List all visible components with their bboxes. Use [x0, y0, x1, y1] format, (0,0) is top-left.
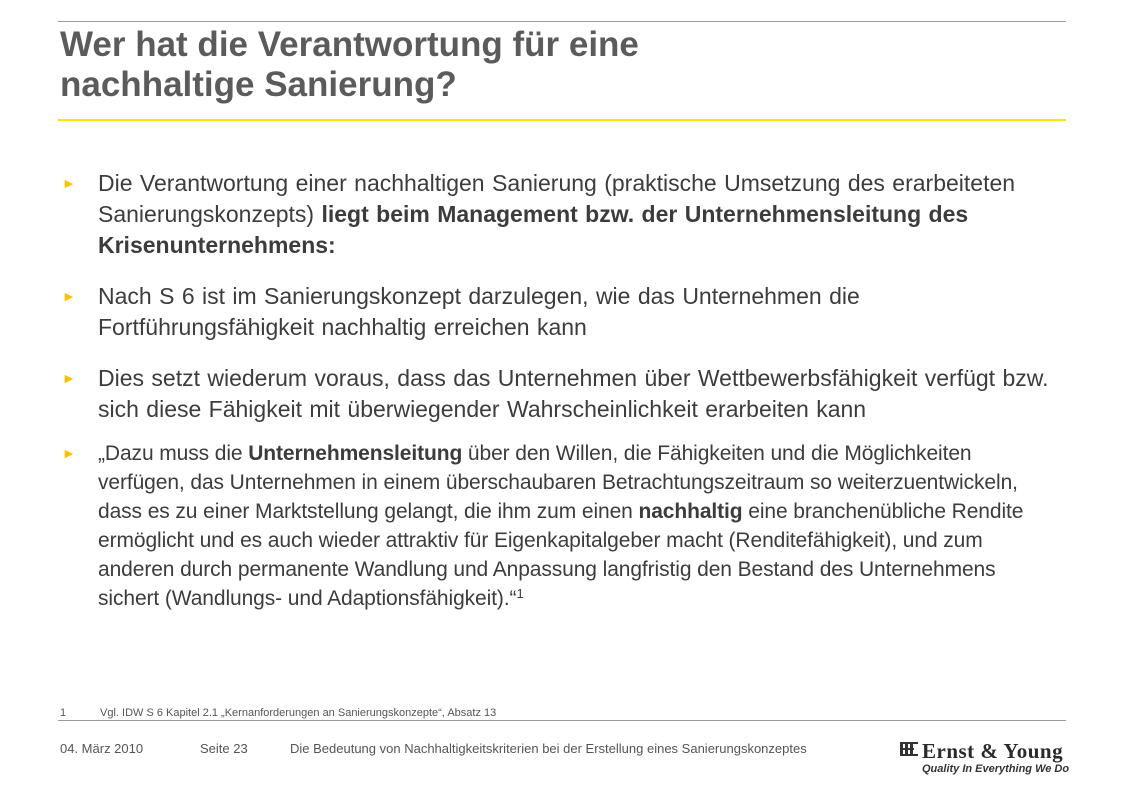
footnote-reference: 1	[516, 586, 524, 601]
footer-presentation-title: Die Bedeutung von Nachhaltigkeitskriterien bei der Erstellung eines Sanierungskonzeptes	[290, 741, 807, 756]
bullet-item	[62, 363, 1062, 425]
footer-divider	[58, 720, 1066, 721]
bullet-list	[62, 168, 1062, 613]
logo-wordmark: Ernst & Young	[922, 739, 1064, 763]
page-title	[60, 25, 1060, 105]
title-line-1: Wer hat die Verantwortung für eine	[60, 25, 639, 64]
logo-tagline: Quality In Everything We Do	[922, 763, 1070, 775]
title-underline	[58, 119, 1066, 121]
quote-bold: nachhaltig	[638, 500, 743, 523]
quote-part: eine branchenübliche Rendite ermöglicht und es auch wieder attraktiv für Eigenkapitalgeber macht (Renditefähigkeit), und zum anderen durch permanente Wandlung und Anpassung langfristig den Bestand des Unternehmens sichert (Wandlungs- und Adaptionsfähigkeit).“	[98, 500, 1024, 610]
footer-page-number: Seite 23	[200, 741, 248, 756]
bullet-text: Dies setzt wiederum voraus, dass das Unternehmen über Wettbewerbsfähigkeit verfügt bzw. sich diese Fähigkeit mit überwiegender Wahrscheinlichkeit erarbeiten kann	[98, 365, 1049, 422]
quote-text	[98, 439, 1062, 613]
ey-logo-bars-icon	[900, 740, 920, 764]
ernst-young-logo	[900, 736, 1070, 780]
bullet-text-regular: Die Verantwortung einer nachhaltigen Sanierung (praktische Umsetzung des erarbeiteten Sanierungskonzepts)	[98, 170, 1016, 227]
top-divider	[58, 21, 1066, 22]
bullet-item	[62, 281, 1062, 343]
ey-bars-svg	[900, 740, 920, 758]
bullet-text-bold: liegt beim Management bzw. der Unternehmensleitung des Krisenunternehmens:	[98, 201, 969, 258]
quote-bold: Unternehmensleitung	[248, 442, 463, 465]
triangle-bullet-icon: ►	[62, 288, 76, 304]
footnote-text: Vgl. IDW S 6 Kapitel 2.1 „Kernanforderungen an Sanierungskonzepte“, Absatz 13	[100, 707, 497, 719]
bullet-text: Nach S 6 ist im Sanierungskonzept darzulegen, wie das Unternehmen die Fortführungsfähigkeit nachhaltig erreichen kann	[98, 283, 860, 340]
triangle-bullet-icon: ►	[62, 445, 76, 461]
footnote-number: 1	[60, 707, 67, 719]
triangle-bullet-icon: ►	[62, 370, 76, 386]
bullet-item	[62, 168, 1062, 261]
bullet-text	[98, 168, 1062, 261]
bullet-item-quote	[62, 439, 1062, 613]
quote-part: „Dazu muss die	[98, 442, 249, 465]
title-line-2: nachhaltige Sanierung?	[60, 65, 457, 104]
footer-date: 04. März 2010	[60, 741, 144, 756]
footnote	[60, 707, 496, 719]
triangle-bullet-icon: ►	[62, 175, 76, 191]
quote-part: über den Willen, die Fähigkeiten und die Möglichkeiten verfügen, das Unternehmen in einem überschaubaren Betrachtungszeitraum so weiterzuentwickeln, dass es zu einer Marktstellung gelangt, die ihm zum einen	[98, 442, 1018, 523]
